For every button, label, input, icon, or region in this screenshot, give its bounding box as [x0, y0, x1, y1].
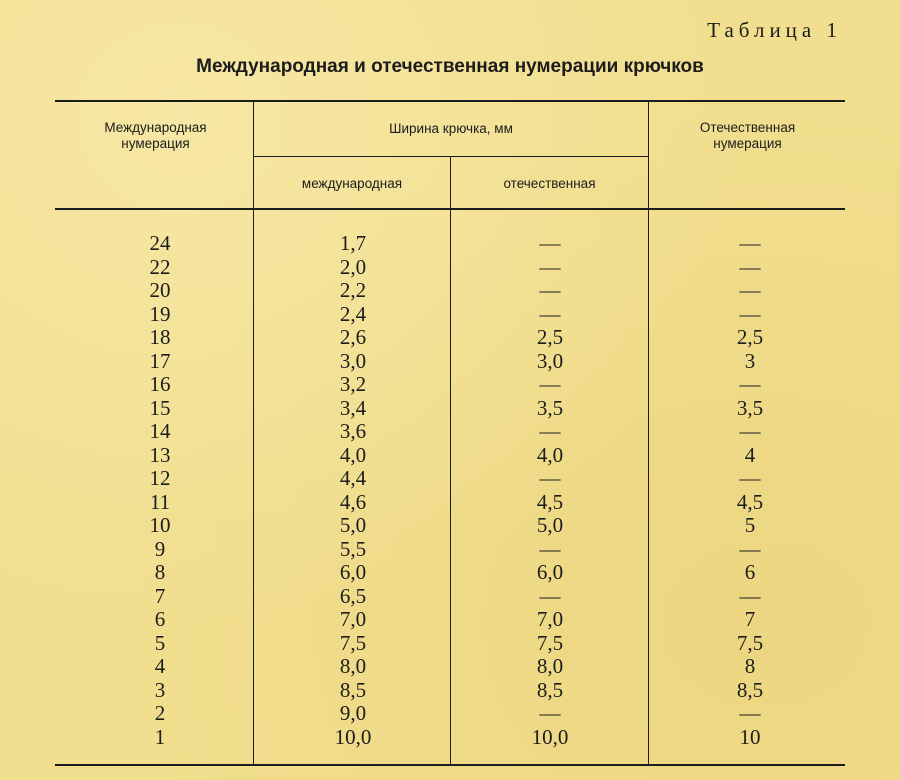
cell-international-number: 22: [149, 254, 171, 279]
cell-width-international: 4,0: [339, 442, 367, 467]
cell-width-domestic: —: [539, 254, 561, 279]
cell-width-international: 4,4: [339, 466, 367, 490]
header-line: Международная: [104, 120, 207, 135]
cell-width-domestic: 6,0: [536, 560, 564, 584]
cell-width-domestic: 8,5: [536, 677, 564, 702]
cell-width-domestic: 5,0: [536, 513, 564, 537]
header-width-domestic: отечественная: [503, 176, 596, 191]
cell-domestic-number: —: [739, 701, 761, 725]
cell-international-number: 6: [154, 607, 166, 631]
table-row: [0, 585, 900, 609]
bottom-rule: [55, 764, 845, 766]
cell-international-number: 18: [149, 325, 171, 349]
cell-domestic-number: 8,5: [736, 677, 764, 702]
cell-width-domestic: 2,5: [536, 325, 564, 349]
table-row: [0, 726, 900, 750]
cell-width-international: 7,0: [339, 607, 367, 631]
table-row: [0, 561, 900, 585]
table-row: [0, 514, 900, 538]
table-row: [0, 397, 900, 421]
cell-width-domestic: —: [539, 231, 561, 255]
table-row: [0, 491, 900, 515]
cell-width-international: 5,0: [339, 513, 367, 537]
cell-domestic-number: 7: [744, 607, 756, 631]
cell-domestic-number: 4: [744, 442, 756, 467]
header-line: нумерация: [121, 136, 190, 151]
cell-width-domestic: —: [539, 466, 561, 490]
cell-international-number: 5: [154, 630, 166, 655]
table-body: [0, 232, 900, 749]
cell-width-international: 8,0: [339, 654, 367, 678]
cell-domestic-number: —: [739, 583, 761, 608]
cell-domestic-number: 6: [744, 560, 756, 584]
cell-domestic-number: 10: [739, 724, 761, 749]
cell-width-international: 3,0: [339, 348, 367, 373]
table-title: Международная и отечественная нумерации крючков: [196, 56, 704, 77]
cell-international-number: 13: [149, 442, 171, 467]
cell-width-international: 4,6: [339, 489, 367, 514]
table-row: [0, 467, 900, 491]
table-row: [0, 538, 900, 562]
cell-international-number: 11: [149, 489, 171, 514]
cell-international-number: 8: [154, 560, 166, 584]
cell-width-domestic: 8,0: [536, 654, 564, 678]
cell-international-number: 24: [149, 231, 171, 255]
cell-width-international: 2,6: [339, 325, 367, 349]
cell-domestic-number: —: [739, 536, 761, 561]
header-hook-width: Ширина крючка, мм: [389, 121, 513, 136]
cell-width-domestic: 7,5: [536, 630, 564, 655]
table-row: [0, 350, 900, 374]
cell-international-number: 16: [149, 372, 171, 396]
cell-international-number: 15: [149, 395, 171, 420]
table-row: [0, 632, 900, 656]
cell-international-number: 2: [154, 701, 166, 725]
cell-domestic-number: 2,5: [736, 325, 764, 349]
cell-international-number: 14: [149, 419, 171, 443]
header-domestic-number: [660, 120, 835, 152]
table-row: [0, 303, 900, 327]
cell-width-domestic: 4,5: [536, 489, 564, 514]
table-row: [0, 232, 900, 256]
cell-width-international: 3,2: [339, 372, 367, 396]
cell-domestic-number: —: [739, 254, 761, 279]
cell-width-domestic: —: [539, 583, 561, 608]
cell-domestic-number: 7,5: [736, 630, 764, 655]
cell-width-international: 2,0: [339, 254, 367, 279]
cell-width-domestic: 3,5: [536, 395, 564, 420]
cell-width-domestic: 4,0: [536, 442, 564, 467]
table-row: [0, 679, 900, 703]
cell-width-international: 6,5: [339, 583, 367, 608]
cell-width-domestic: —: [539, 536, 561, 561]
cell-international-number: 3: [154, 677, 166, 702]
cell-width-domestic: —: [539, 372, 561, 396]
cell-width-international: 8,5: [339, 677, 367, 702]
cell-international-number: 1: [154, 724, 166, 749]
cell-domestic-number: —: [739, 301, 761, 326]
cell-domestic-number: —: [739, 231, 761, 255]
cell-width-international: 10,0: [334, 724, 372, 749]
cell-width-domestic: 10,0: [531, 724, 569, 749]
cell-domestic-number: 3,5: [736, 395, 764, 420]
cell-domestic-number: 4,5: [736, 489, 764, 514]
cell-width-domestic: 7,0: [536, 607, 564, 631]
cell-international-number: 9: [154, 536, 166, 561]
cell-width-international: 3,6: [339, 419, 367, 443]
cell-width-international: 7,5: [339, 630, 367, 655]
cell-international-number: 17: [149, 348, 171, 373]
cell-domestic-number: —: [739, 372, 761, 396]
header-international-number: [68, 120, 243, 152]
cell-international-number: 19: [149, 301, 171, 326]
cell-domestic-number: 8: [744, 654, 756, 678]
cell-international-number: 20: [149, 278, 171, 302]
cell-international-number: 4: [154, 654, 166, 678]
cell-width-domestic: 3,0: [536, 348, 564, 373]
cell-width-international: 1,7: [339, 231, 367, 255]
cell-width-domestic: —: [539, 419, 561, 443]
table-row: [0, 655, 900, 679]
cell-international-number: 12: [149, 466, 171, 490]
table-row: [0, 373, 900, 397]
cell-width-international: 2,2: [339, 278, 367, 302]
table-row: [0, 256, 900, 280]
cell-international-number: 7: [154, 583, 166, 608]
top-rule: [55, 100, 845, 102]
table-row: [0, 702, 900, 726]
table-row: [0, 326, 900, 350]
table-row: [0, 279, 900, 303]
header-line: Отечественная: [699, 120, 796, 135]
cell-width-international: 6,0: [339, 560, 367, 584]
cell-domestic-number: —: [739, 278, 761, 302]
cell-width-international: 9,0: [339, 701, 367, 725]
cell-width-domestic: —: [539, 278, 561, 302]
cell-domestic-number: —: [739, 466, 761, 490]
table-row: [0, 420, 900, 444]
table-caption: Таблица 1: [707, 18, 842, 42]
cell-width-domestic: —: [539, 701, 561, 725]
cell-domestic-number: —: [739, 419, 761, 443]
cell-width-domestic: —: [539, 301, 561, 326]
cell-width-international: 5,5: [339, 536, 367, 561]
table-row: [0, 444, 900, 468]
cell-domestic-number: 5: [744, 513, 756, 537]
cell-width-international: 3,4: [339, 395, 367, 420]
cell-international-number: 10: [149, 513, 171, 537]
header-line: нумерация: [713, 136, 782, 151]
cell-domestic-number: 3: [744, 348, 756, 373]
cell-width-international: 2,4: [339, 301, 367, 326]
header-width-international: международная: [301, 176, 403, 191]
table-row: [0, 608, 900, 632]
